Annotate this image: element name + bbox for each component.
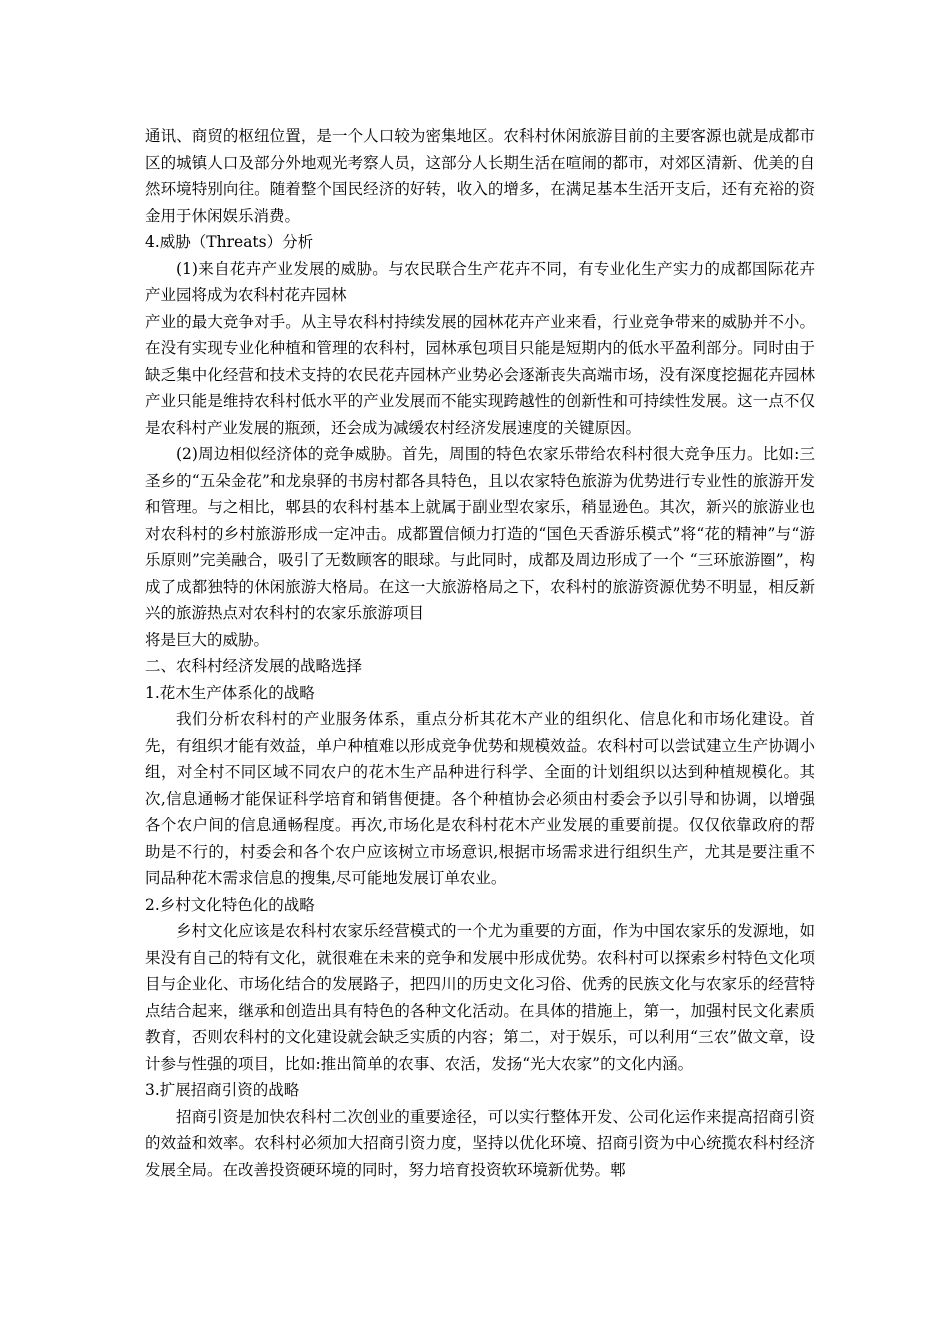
paragraph: 招商引资是加快农科村二次创业的重要途径，可以实行整体开发、公司化运作来提高招商引资的效益和效率。农科村必须加大招商引资力度，坚持以优化环境、招商引资为中心统揽农科村经济发展全局。在改善投资硬环境的同时，努力培育投资软环境新优势。郫 bbox=[145, 1107, 815, 1179]
paragraph: 我们分析农科村的产业服务体系，重点分析其花木产业的组织化、信息化和市场化建设。首先，有组织才能有效益，单户种植难以形成竞争优势和规模效益。农科村可以尝试建立生产协调小组，对全村不同区域不同农户的花木生产品种进行科学、全面的计划组织以达到种植规模化。其次,信息通畅才能保证科学培育和销售便捷。各个种植协会必须由村委会予以引导和协调，以增强各个农户间的信息通畅程度。再次,市场化是农科村花木产业发展的重要前提。仅仅依靠政府的帮助是不行的，村委会和各个农户应该树立市场意识,根据市场需求进行组织生产，尤其是要注重不同品种花木需求信息的搜集,尽可能地发展订单农业。 bbox=[145, 710, 815, 887]
paragraph: 乡村文化应该是农科村农家乐经营模式的一个尤为重要的方面，作为中国农家乐的发源地，如果没有自己的特有文化，就很难在未来的竞争和发展中形成优势。农科村可以探索乡村特色文化项目与企业化、市场化结合的发展路子，把四川的历史文化习俗、优秀的民族文化与农家乐的经营特点结合起来，继承和创造出具有特色的各种文化活动。在具体的措施上，第一，加强村民文化素质教育，否则农科村的文化建设就会缺乏实质的内容；第二，对于娱乐，可以利用“三农”做文章，设计参与性强的项目，比如:推出简单的农事、农活，发扬“光大农家”的文化内涵。 bbox=[145, 922, 815, 1073]
section-heading: 二、农科村经济发展的战略选择 bbox=[145, 657, 363, 675]
paragraph: 通讯、商贸的枢纽位置，是一个人口较为密集地区。农科村休闲旅游目前的主要客源也就是成都市区的城镇人口及部分外地观光考察人员，这部分人长期生活在喧闹的都市，对郊区清新、优美的自然环境特别向往。随着整个国民经济的好转，收入的增多，在满足基本生活开支后，还有充裕的资金用于休闲娱乐消费。 bbox=[145, 127, 815, 225]
paragraph: (1)来自花卉产业发展的威胁。与农民联合生产花卉不同，有专业化生产实力的成都国际花卉产业园将成为农科村花卉园林 bbox=[145, 259, 815, 304]
subsection-heading: 2.乡村文化特色化的战略 bbox=[145, 895, 315, 914]
subsection-heading: 3.扩展招商引资的战略 bbox=[145, 1081, 300, 1099]
subsection-heading: 1.花木生产体系化的战略 bbox=[145, 683, 315, 702]
paragraph: (2)周边相似经济体的竞争威胁。首先，周围的特色农家乐带给农科村很大竞争压力。比如:三圣乡的“五朵金花”和龙泉驿的书房村都各具特色，且以农家特色旅游为优势进行专业性的旅游开发和管理。与之相比，郫县的农科村基本上就属于副业型农家乐，稍显逊色。其次，新兴的旅游业也对农科村的乡村旅游形成一定冲击。成都置信倾力打造的“国色天香游乐模式”将“花的精神”与“游乐原则”完美融合，吸引了无数顾客的眼球。与此同时，成都及周边形成了一个 “三环旅游圈”，构成了成都独特的休闲旅游大格局。在这一大旅游格局之下，农科村的旅游资源优势不明显，相反新兴的旅游热点对农科村的农家乐旅游项目 bbox=[145, 445, 815, 622]
paragraph: 将是巨大的威胁。 bbox=[145, 630, 270, 649]
paragraph: 产业的最大竞争对手。从主导农科村持续发展的园林花卉产业来看，行业竞争带来的威胁并不小。在没有实现专业化种植和管理的农科村，园林承包项目只能是短期内的低水平盈利部分。同时由于缺乏集中化经营和技术支持的农民花卉园林产业势必会逐渐丧失高端市场，没有深度挖掘花卉园林产业只能是维持农科村低水平的产业发展而不能实现跨越性的创新性和可持续性发展。这一点不仅是农科村产业发展的瓶颈，还会成为减缓农村经济发展速度的关键原因。 bbox=[145, 312, 815, 437]
document-body bbox=[145, 123, 815, 1183]
section-heading: 4.威胁（Threats）分析 bbox=[145, 233, 314, 251]
